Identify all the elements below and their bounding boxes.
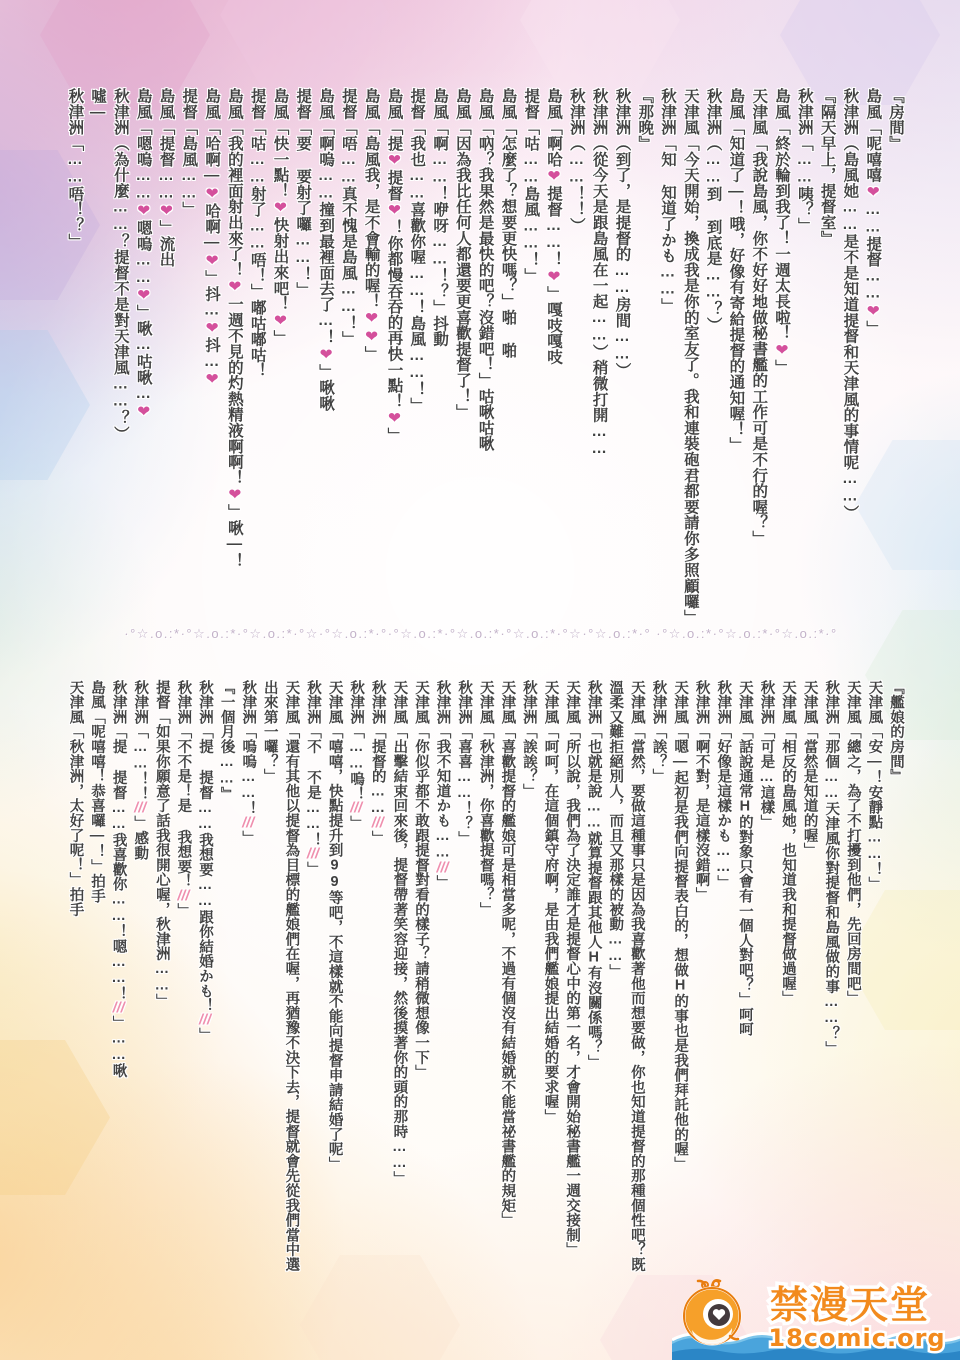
dialogue-line: 天津風「話說通常H的對象只會有一個人對吧？」呵呵: [736, 680, 753, 1037]
dialogue-line: 提督「我也……喜歡你喔……！島風……！」: [408, 88, 426, 413]
dialogue-line: 秋津洲「……嗚！///」: [348, 680, 365, 831]
star-divider: ·°☆.o.:*·°☆.o.:*·°☆.o.:*·°☆·°☆.o.:*·°·°☆.o.:*·°☆.o.:*·°☆.o.:*·°☆·°☆.o.:*·° ·°☆.o.:*·°☆.o.:*·°☆.o.:*·°: [124, 626, 838, 641]
dialogue-line: 天津風「還有其他以提督為目標的艦娘們在喔，再猶豫不決下去，提督就會先從我們當中選出來第一囉？」: [261, 680, 300, 1272]
dialogue-line: 秋津洲「不不是！是 我想要！///」: [175, 680, 192, 919]
blush-mark: ///: [350, 801, 363, 816]
dialogue-line: 提督「如果你願意了話我很開心喔，秋津洲……」: [153, 680, 170, 1009]
dialogue-line: 天津風「你似乎都不敢跟提督對看的樣子？請稍微想像一下」: [412, 680, 429, 1080]
heart-icon: ❤: [773, 340, 791, 360]
dialogue-line: 島風「提❤提督❤！你都慢吞吞的再快一點！❤」: [385, 88, 403, 444]
blush-mark: ///: [436, 860, 449, 876]
dialogue-line: 秋津洲（從今天是跟島風在一起……）稍微打開……: [590, 88, 608, 458]
heart-icon: ❤: [271, 311, 289, 331]
dialogue-line: 秋津洲「那個……天津風你對提督和島風做的事……？」: [823, 680, 840, 1056]
dialogue-line: 秋津洲「知 知道了かも……」: [659, 88, 677, 314]
heart-icon: ❤: [545, 167, 563, 186]
dialogue-line: 秋津洲「誒誒？」: [520, 680, 537, 799]
dialogue-line: 提督「唔……真不愧是島風……！」: [339, 88, 357, 347]
heart-icon: ❤: [317, 345, 335, 364]
dialogue-line: 秋津洲（……到 到底是……？）: [704, 88, 722, 333]
dialogue-line: 秋津洲「可是…這樣」: [758, 680, 775, 830]
dialogue-line: 噓—: [89, 88, 107, 122]
watermark-site-url: 18comic.org: [768, 1324, 946, 1352]
heart-icon: ❤: [203, 318, 221, 338]
dialogue-line: 天津風「出擊結束回來後，提督帶著笑容迎接，然後摸著你的頭的那時……」: [391, 680, 408, 1187]
heart-icon: ❤: [385, 409, 403, 428]
dialogue-line: 島風「呢嘻嘻！恭喜囉—！」拍手: [89, 680, 106, 904]
dialogue-line: 島風「嗯嗚……❤嗯嗚……❤」啾…咕啾…❤: [134, 88, 152, 421]
blush-mark: ///: [177, 888, 190, 904]
dialogue-line: 秋津洲（……！！）: [567, 88, 585, 234]
heart-icon: ❤: [385, 201, 403, 220]
dialogue-line: 秋津洲「提 提督……我喜歡你……！嗯……！///」……啾: [110, 680, 127, 1079]
heart-icon: ❤: [545, 267, 563, 286]
heart-icon: ❤: [203, 370, 221, 389]
dialogue-line: 秋津洲「提 提督……我想要……跟你結婚かも！///」: [197, 680, 213, 1043]
blush-mark: ///: [112, 1001, 125, 1016]
heart-icon: ❤: [134, 402, 152, 421]
dialogue-line: 天津風「秋津洲，太好了呢！」拍手: [67, 680, 84, 917]
dialogue-line: 島風「啊嗚……撞到最裡面去了…！❤」啾啾: [317, 88, 335, 412]
blush-mark: ///: [306, 847, 320, 862]
dialogue-line: 秋津洲「好像是這樣かも……」: [715, 680, 732, 891]
hexagon-decoration: [520, 0, 680, 90]
dialogue-line: 秋津洲「提督的……///」: [369, 680, 386, 846]
dialogue-line: 天津風「安—！安靜點……！」: [866, 680, 883, 892]
dialogue-line: 秋津洲「我不知道かも……///」: [434, 680, 451, 890]
heart-icon: ❤: [134, 201, 152, 220]
dialogue-line: 天津風「秋津洲，你喜歡提督嗎？」: [477, 680, 494, 917]
dialogue-line: 提督「咕……射了……唔！」嘟咕嘟咕！: [248, 88, 266, 379]
dialogue-line: 秋津洲「啊不對，是這樣沒錯啊」: [693, 680, 710, 902]
dialogue-line: 島風「呢嘻嘻❤……提督……❤」: [864, 88, 882, 337]
dialogue-line: 島風「啊哈❤提督……！❤」嘎吱嘎吱: [545, 88, 563, 365]
dialogue-line: 島風「啊……！咿呀……！？」抖動: [431, 88, 449, 347]
dialogue-line: 秋津洲（為什麼……？提督不是對天津風……？）: [111, 88, 129, 442]
heart-icon: ❤: [864, 301, 882, 321]
dialogue-line: 島風「哈啊—❤哈啊—❤」抖…❤抖…❤: [203, 88, 221, 389]
heart-icon: ❤: [203, 184, 221, 203]
dialogue-line: 天津風「總之，為了不打擾到他們，先回房間吧」: [844, 680, 861, 1006]
dialogue-line: 島風「我的裡面射出來了！❤一週不見的灼熱精液啊啊！❤」啾—！: [225, 88, 243, 569]
heart-icon: ❤: [157, 201, 175, 220]
dialogue-line: 秋津洲（到了，是提督的……房間……）: [613, 88, 631, 379]
script-section-top: [50, 88, 906, 634]
dialogue-line: 提督「要 要射了囉……！」: [294, 88, 312, 298]
dialogue-line: 秋津洲（島風她……是不是知道提督和天津風的事情呢……）: [841, 88, 859, 521]
dialogue-line: 秋津洲「喜喜……！？」: [456, 680, 473, 846]
heart-icon: ❤: [271, 198, 289, 217]
dialogue-line: 天津風「我說島風，你不好好地做秘書艦的工作可是不行的喔？」: [750, 88, 768, 547]
dialogue-line: 天津風「當然是知道的喔」: [801, 680, 818, 858]
dialogue-line: 秋津洲「不 不是……！///」: [304, 680, 321, 877]
fish-mascot-icon: [684, 1280, 740, 1345]
dialogue-line: 秋津洲「……！！///」感動: [132, 680, 149, 861]
dialogue-line: 島風「吶？我果然是最快的吧？沒錯吧！」咕啾咕啾: [476, 88, 494, 452]
script-section-bottom: [50, 680, 906, 1282]
dialogue-line: 『那晚』: [636, 88, 654, 152]
dialogue-line: 提督「咕……島風……！」: [522, 88, 540, 284]
heart-icon: ❤: [362, 327, 380, 346]
dialogue-line: 秋津洲「也就是說……就算提督跟其他人H有沒關係嗎？」: [585, 680, 602, 1070]
dialogue-line: 『房間』: [887, 88, 904, 152]
dialogue-line: 天津風「呵呵，在這個鎮守府啊，是由我們艦娘提出結婚的要求喔」: [542, 680, 559, 1124]
watermark-site-name: 禁漫天堂: [769, 1283, 931, 1327]
dialogue-line: 『隔天早上，提督室』: [818, 88, 836, 246]
dialogue-line: 天津風「今天開始，換成我是你的室友了。我和連裝砲君都要請你多照顧囉」: [681, 88, 699, 626]
heart-icon: ❤: [225, 485, 243, 504]
heart-icon: ❤: [362, 309, 380, 328]
heart-icon: ❤: [864, 182, 882, 202]
dialogue-line: 島風「提督……❤」流出: [157, 88, 175, 268]
dialogue-line: 島風「島風我，是不會輸的喔！❤❤」: [362, 88, 380, 362]
dialogue-line: 天津風「嗯—起初是我們向提督表白的，想做H的事也是我們拜託他的喔」: [672, 680, 689, 1172]
blush-mark: ///: [371, 816, 384, 831]
watermark-18comic[interactable]: [672, 1274, 960, 1360]
dialogue-line: 秋津洲「誒？」: [650, 680, 667, 784]
dialogue-line: 提督「島風……」: [180, 88, 198, 218]
dialogue-line: 天津風「喜歡提督的艦娘可是相當多呢，不過有個沒有結婚就不能當祕書艦的規矩」: [499, 680, 516, 1228]
dialogue-line: 島風「知道了—！哦，好像有寄給提督的通知喔！」: [727, 88, 745, 453]
dialogue-line: 秋津洲「……唔！？」: [66, 88, 84, 249]
dialogue-line: 『艦娘的房間』: [888, 680, 904, 784]
blush-mark: ///: [242, 816, 255, 831]
dialogue-line: 島風「因為我比任何人都還要更喜歡提督了！」: [453, 88, 471, 420]
blush-mark: ///: [134, 801, 147, 816]
dialogue-line: 天津風「嘻嘻，快點提升到99等吧，不這樣就不能向提督申請結婚了呢」: [326, 680, 343, 1172]
heart-icon: ❤: [385, 151, 403, 170]
blush-mark: ///: [198, 1013, 212, 1028]
dialogue-line: 秋津洲「……咦？」: [795, 88, 813, 234]
dialogue-line: 天津風「相反的島風她，也知道我和提督做過喔」: [780, 680, 797, 1006]
dialogue-line: 島風「怎麼了？想要更快嗎？」啪 啪: [499, 88, 517, 359]
dialogue-line: 『一個月後……』: [218, 680, 235, 802]
dialogue-line: 天津風「當然，要做這種事只是因為我喜歡著他而想要做，你也知道提督的那種個性吧？既溫柔又難拒絕別人，而且又那樣的被動……」: [607, 680, 645, 1272]
dialogue-line: 秋津洲「嗚嗚……！///」: [240, 680, 257, 846]
dialogue-line: 島風「終於輪到我了！一週太長啦！❤」: [773, 88, 791, 375]
heart-icon: ❤: [203, 251, 221, 270]
heart-icon: ❤: [134, 286, 152, 305]
hexagon-decoration: [220, 0, 390, 90]
heart-icon: ❤: [225, 277, 243, 296]
dialogue-line: 島風「快一點！❤快射出來吧！❤」: [271, 88, 289, 346]
dialogue-line: 天津風「所以說，我們為了決定誰才是提督心中的第一名，才會開始秘書艦一週交接制」: [564, 680, 581, 1258]
